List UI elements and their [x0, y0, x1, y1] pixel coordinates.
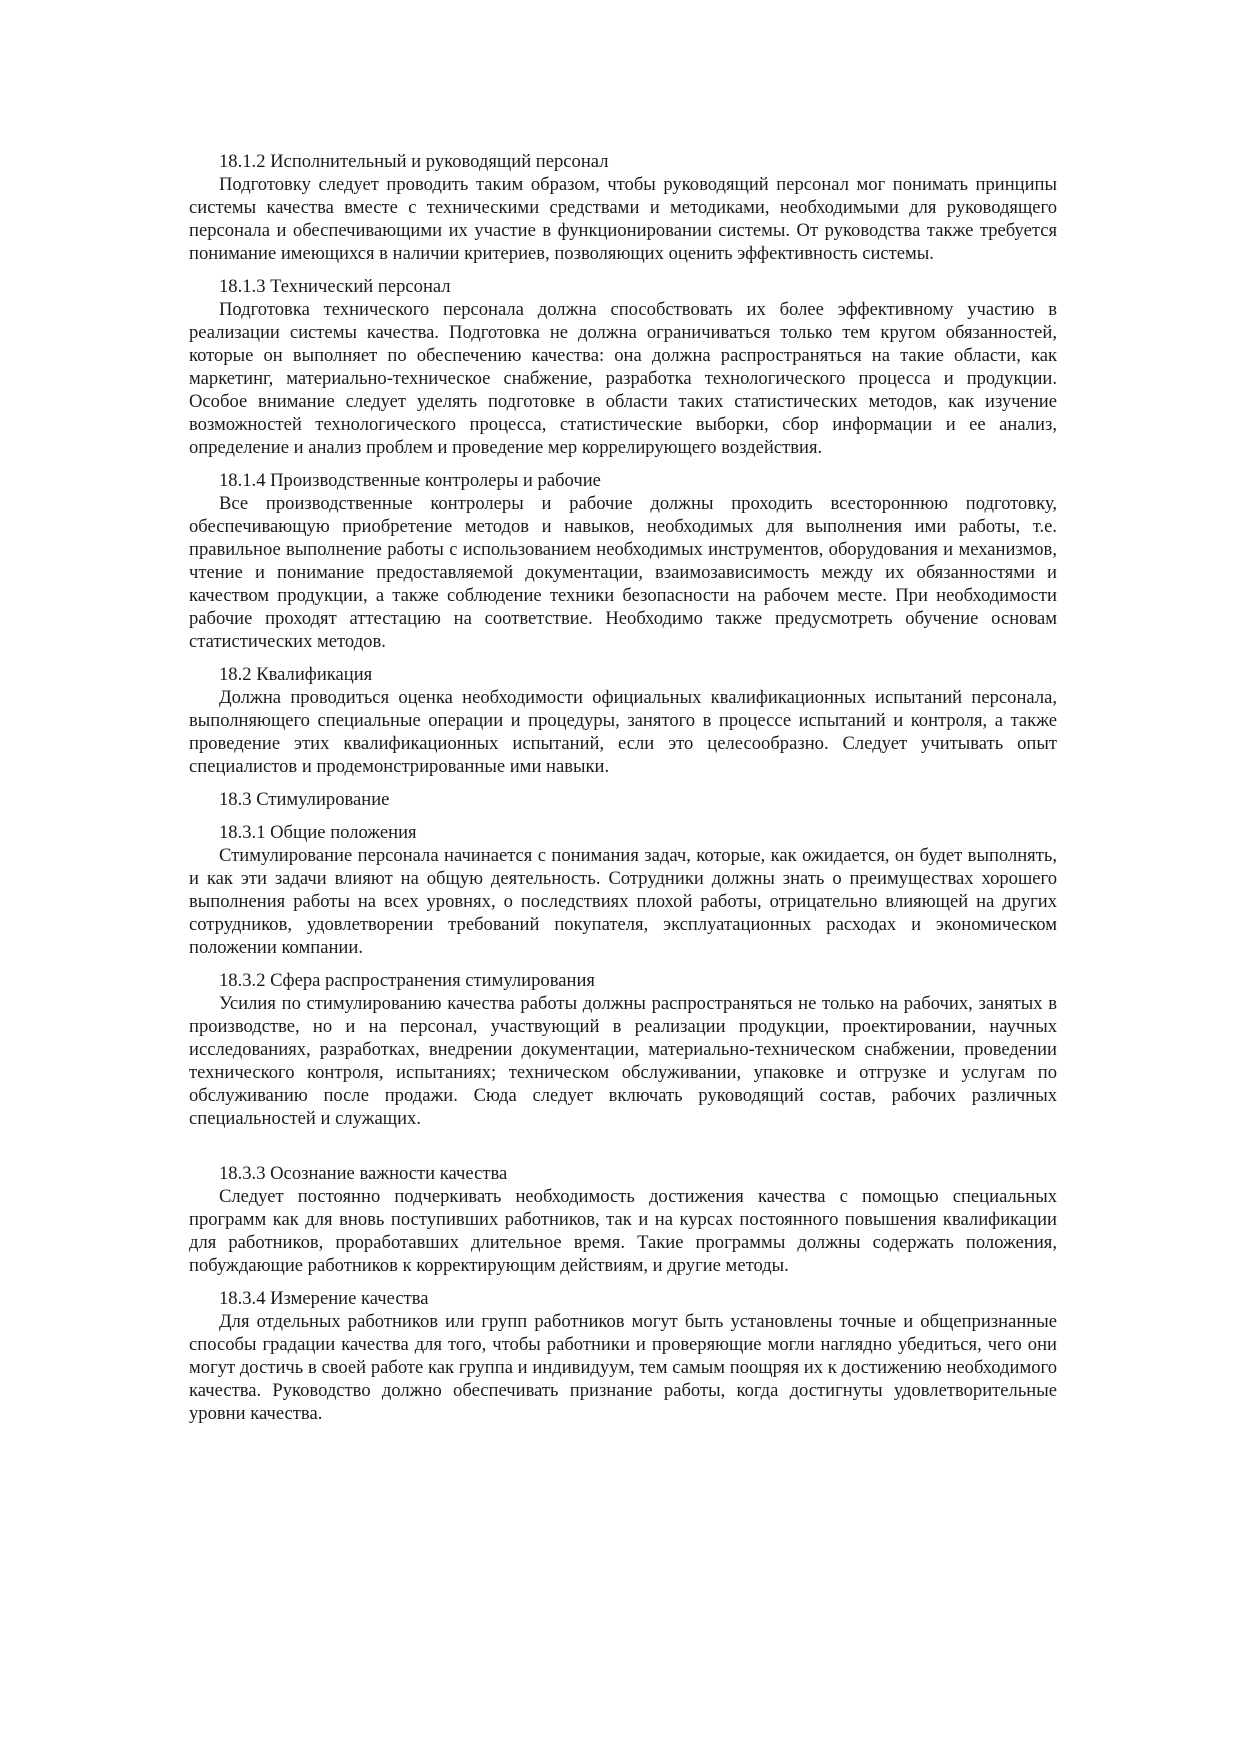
document-page — [189, 150, 1057, 1435]
section-18-3-2 — [189, 969, 1057, 1130]
section-18-1-3 — [189, 275, 1057, 459]
section-18-3-3 — [189, 1162, 1057, 1277]
section-18-2 — [189, 663, 1057, 778]
section-18-1-2 — [189, 150, 1057, 265]
section-heading: 18.3 Стимулирование — [219, 789, 390, 810]
section-18-3-1 — [189, 821, 1057, 959]
section-heading: 18.1.2 Исполнительный и руководящий персонал — [219, 151, 609, 172]
section-paragraph: Усилия по стимулированию качества работы должны распространяться не только на рабочих, занятых в производстве, но и на персонал, участвующий в реализации продукции, проектировании, научных исследованиях, разработках, внедрении документации, материально-техническом снабжении, проведении технического контроля, испытаниях; техническом обслуживании, упаковке и отгрузке и услугам по обслуживанию после продажи. Сюда следует включать руководящий состав, рабочих различных специальностей и служащих. — [189, 993, 1057, 1129]
section-paragraph: Стимулирование персонала начинается с понимания задач, которые, как ожидается, он будет выполнять, и как эти задачи влияют на общую деятельность. Сотрудники должны знать о преимуществах хорошего выполнения работы на всех уровнях, о последствиях плохой работы, отрицательно влияющей на других сотрудников, удовлетворении требований покупателя, эксплуатационных расходах и экономическом положении компании. — [189, 845, 1057, 958]
section-paragraph: Для отдельных работников или групп работников могут быть установлены точные и общепризнанные способы градации качества для того, чтобы работники и проверяющие могли наглядно убедиться, чего они могут достичь в своей работе как группа и индивидуум, тем самым поощряя их к достижению необходимого качества. Руководство должно обеспечивать признание работы, когда достигнуты удовлетворительные уровни качества. — [189, 1311, 1057, 1424]
section-paragraph: Подготовку следует проводить таким образом, чтобы руководящий персонал мог понимать принципы системы качества вместе с техническими средствами и методиками, необходимыми для руководящего персонала и обеспечивающими их участие в функционировании системы. От руководства также требуется понимание имеющихся в наличии критериев, позволяющих оценить эффективность системы. — [189, 174, 1057, 264]
section-paragraph: Подготовка технического персонала должна способствовать их более эффективному участию в реализации системы качества. Подготовка не должна ограничиваться только тем кругом обязанностей, которые он выполняет по обеспечению качества: она должна распространяться на такие области, как маркетинг, материально-техническое снабжение, разработка технологического процесса и продукции. Особое внимание следует уделять подготовке в области таких статистических методов, как изучение возможностей технологического процесса, статистические выборки, сбор информации и ее анализ, определение и анализ проблем и проведение мер коррелирующего воздействия. — [189, 299, 1057, 458]
section-heading: 18.3.1 Общие положения — [219, 822, 417, 843]
section-18-3-4 — [189, 1287, 1057, 1425]
section-18-1-4 — [189, 469, 1057, 653]
section-paragraph: Все производственные контролеры и рабочие должны проходить всестороннюю подготовку, обеспечивающую приобретение методов и навыков, необходимых для выполнения ими работы, т.е. правильное выполнение работы с использованием необходимых инструментов, оборудования и механизмов, чтение и понимание предоставляемой документации, взаимозависимость между их обязанностями и качеством продукции, а также соблюдение техники безопасности на рабочем месте. При необходимости рабочие проходят аттестацию на соответствие. Необходимо также предусмотреть обучение основам статистических методов. — [189, 493, 1057, 652]
section-heading: 18.3.2 Сфера распространения стимулирования — [219, 970, 595, 991]
section-18-3 — [189, 788, 1057, 811]
section-heading: 18.2 Квалификация — [219, 664, 373, 685]
section-heading: 18.3.4 Измерение качества — [219, 1288, 429, 1309]
section-heading: 18.1.4 Производственные контролеры и рабочие — [219, 470, 601, 491]
section-paragraph: Должна проводиться оценка необходимости официальных квалификационных испытаний персонала, выполняющего специальные операции и процедуры, занятого в процессе испытаний и контроля, а также проведение этих квалификационных испытаний, если это целесообразно. Следует учитывать опыт специалистов и продемонстрированные ими навыки. — [189, 687, 1057, 777]
section-heading: 18.3.3 Осознание важности качества — [219, 1163, 508, 1184]
section-paragraph: Следует постоянно подчеркивать необходимость достижения качества с помощью специальных программ как для вновь поступивших работников, так и на курсах постоянного повышения квалификации для работников, проработавших длительное время. Такие программы должны содержать положения, побуждающие работников к корректирующим действиям, и другие методы. — [189, 1186, 1057, 1276]
section-heading: 18.1.3 Технический персонал — [219, 276, 451, 297]
